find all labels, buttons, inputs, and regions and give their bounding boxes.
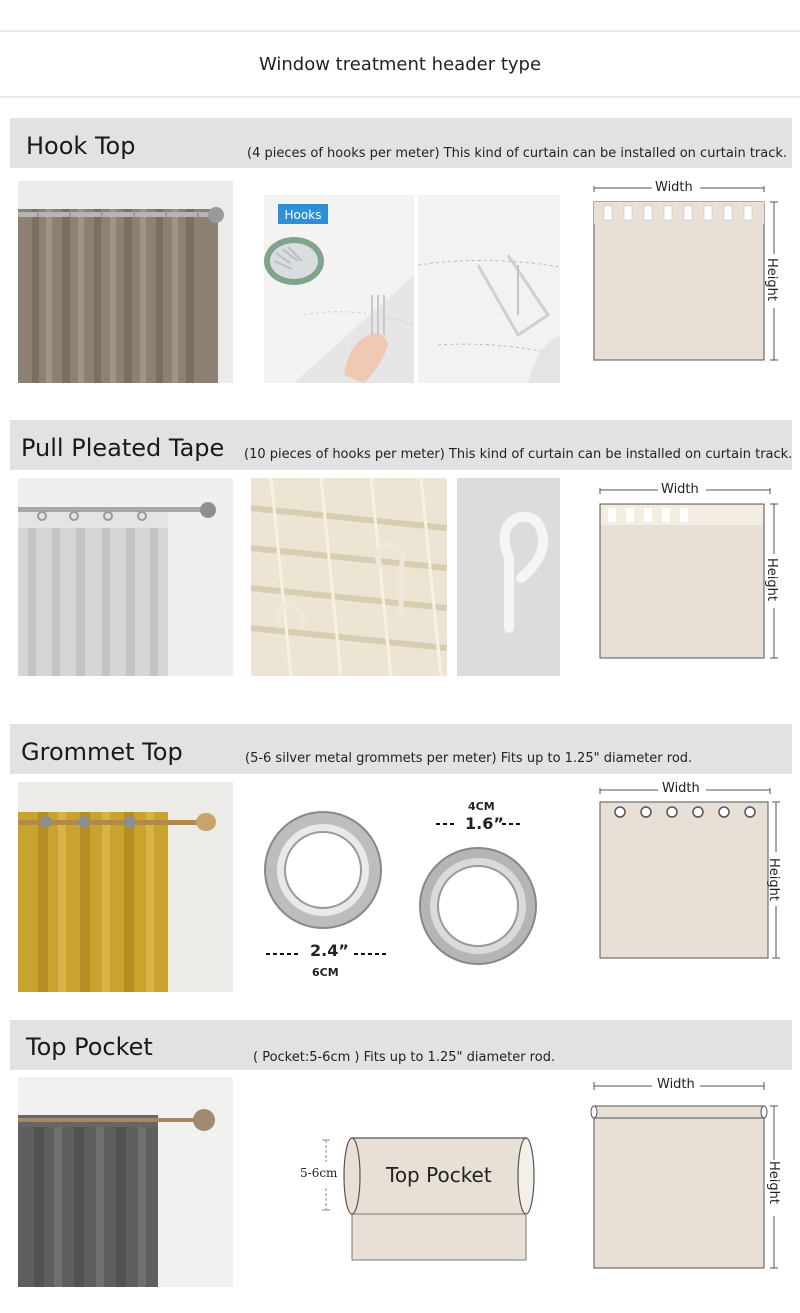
hook-top-height-label: Height: [763, 258, 779, 301]
pocket-size-label: 5-6cm: [300, 1166, 338, 1180]
grommet-top-height-label: Height: [765, 858, 781, 901]
hook-top-diagram: [588, 178, 784, 364]
pocket-label: Top Pocket: [386, 1163, 492, 1187]
title-divider: [0, 96, 800, 98]
top-pocket-diagram: [588, 1076, 784, 1272]
grommet-outer-inches: 2.4”: [310, 941, 349, 960]
grommet-inner-inches: 1.6”: [465, 814, 504, 833]
pull-pleated-curtain-photo: [18, 478, 233, 676]
hooks-badge-label: Hooks: [284, 208, 322, 222]
pull-pleated-height-label: Height: [763, 558, 779, 601]
section-title-grommet-top: Grommet Top: [21, 738, 183, 766]
grommet-top-curtain-photo: [18, 782, 233, 992]
section-title-pull-pleated: Pull Pleated Tape: [21, 434, 225, 462]
section-note-top-pocket: ( Pocket:5-6cm ) Fits up to 1.25" diameter rod.: [253, 1050, 556, 1065]
grommet-inner-cm: 4CM: [468, 800, 495, 813]
top-pocket-width-label: Width: [657, 1077, 695, 1092]
section-note-pull-pleated: (10 pieces of hooks per meter) This kind of curtain can be installed on curtain track.: [244, 447, 793, 462]
top-pocket-illustration: [300, 1120, 550, 1270]
section-title-hook-top: Hook Top: [26, 132, 136, 160]
grommet-top-diagram: [594, 780, 790, 966]
section-note-grommet-top: (5-6 silver metal grommets per meter) Fits up to 1.25" diameter rod.: [245, 751, 693, 766]
pull-pleated-width-label: Width: [661, 482, 699, 497]
section-title-top-pocket: Top Pocket: [26, 1033, 153, 1061]
plastic-hook-photo: [457, 478, 560, 676]
page-title: Window treatment header type: [258, 54, 542, 75]
hook-inserted-photo: [418, 195, 560, 383]
section-note-hook-top: (4 pieces of hooks per meter) This kind of curtain can be installed on curtain track.: [247, 146, 788, 161]
grommet-rings-illustration: [258, 800, 558, 990]
top-pocket-height-label: Height: [765, 1161, 781, 1204]
grommet-outer-cm: 6CM: [312, 966, 339, 979]
pull-pleated-diagram: [594, 480, 790, 666]
hooks-in-tin-photo: [264, 195, 414, 383]
top-divider: [0, 30, 800, 32]
grommet-top-width-label: Width: [662, 781, 700, 796]
top-pocket-curtain-photo: [18, 1077, 233, 1287]
pleat-tape-closeup-photo: [251, 478, 447, 676]
hook-top-curtain-photo: [18, 181, 233, 383]
hook-top-width-label: Width: [655, 180, 693, 195]
